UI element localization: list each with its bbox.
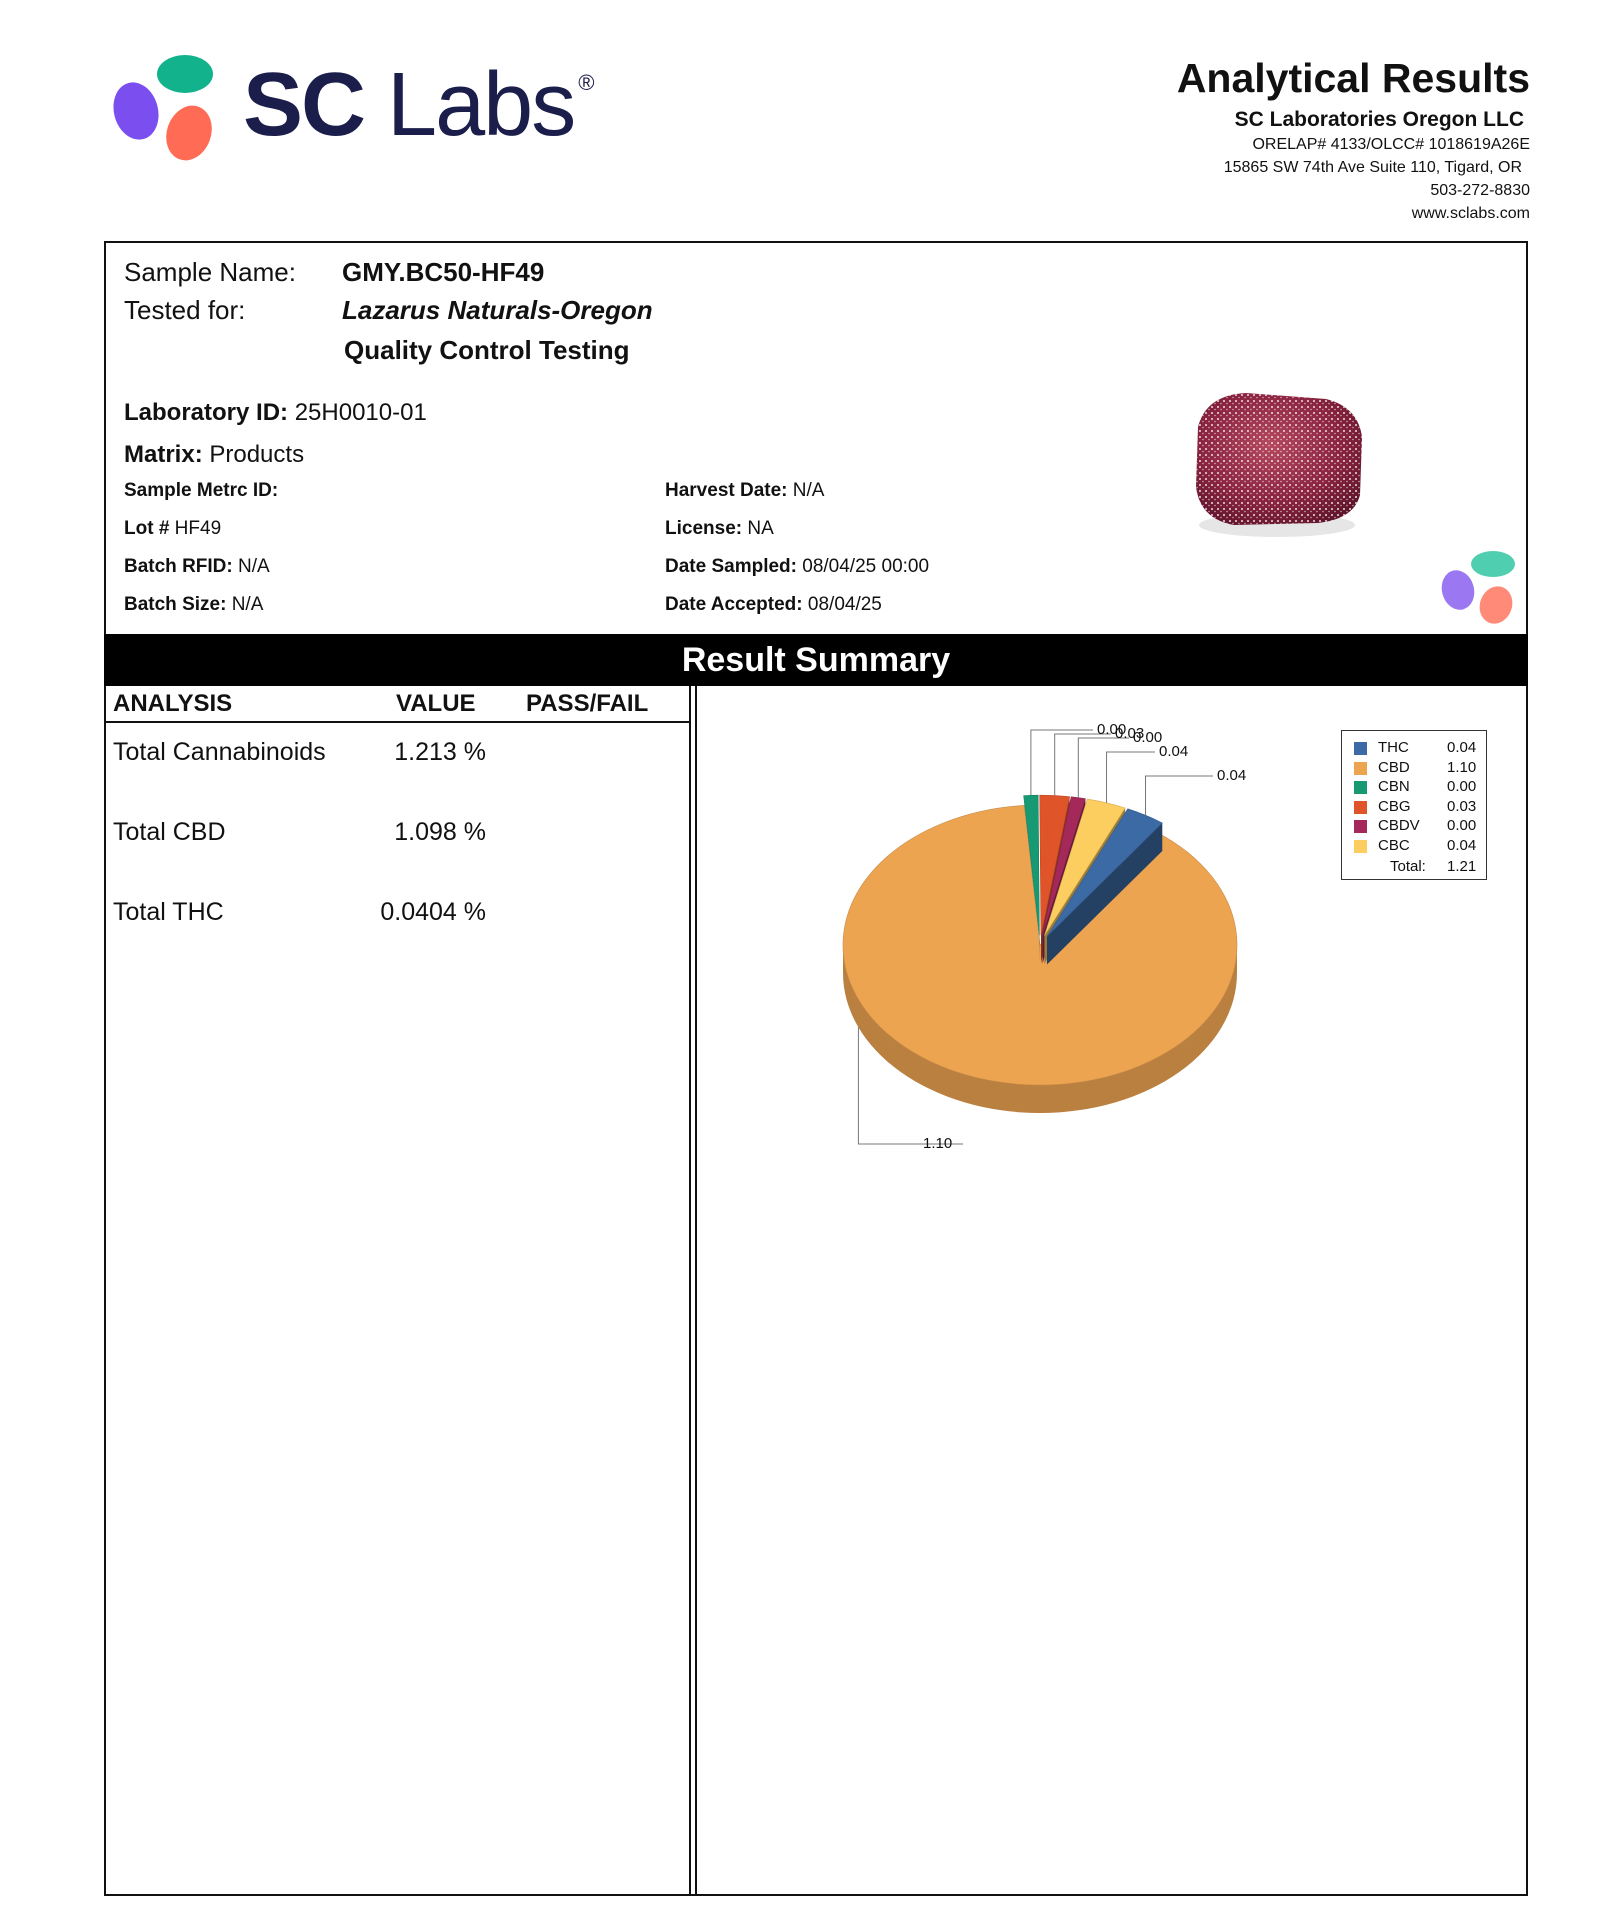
logo-small-coral-petal xyxy=(1474,582,1517,626)
pie-data-label-cbd: 1.10 xyxy=(923,1135,953,1152)
legend-swatch-cbg xyxy=(1354,801,1367,814)
harvest-value: N/A xyxy=(792,480,825,501)
lab-website: www.sclabs.com xyxy=(1411,205,1530,222)
lab-id-label: Laboratory ID: xyxy=(124,399,289,426)
lab-id-value: 25H0010-01 xyxy=(294,399,427,426)
legend-value-cbn: 0.00 xyxy=(1447,778,1477,795)
legend-swatch-cbdv xyxy=(1354,820,1367,833)
legend-label-cbn: CBN xyxy=(1378,778,1410,795)
pie-data-label-thc: 0.04 xyxy=(1217,767,1247,784)
logo-small-purple-petal xyxy=(1441,567,1479,614)
legend-label-cbdv: CBDV xyxy=(1378,817,1420,834)
sample-photo xyxy=(1186,387,1368,542)
table-header-rule xyxy=(104,721,691,723)
logo-labs: Labs xyxy=(387,55,575,155)
row-total-thc-name: Total THC xyxy=(113,898,224,926)
legend-swatch-cbc xyxy=(1354,840,1367,853)
harvest-row xyxy=(665,480,824,502)
lab-company-name: SC Laboratories Oregon LLC xyxy=(1234,108,1524,131)
logo-sc: SC xyxy=(243,55,365,155)
logo-small-teal-petal xyxy=(1471,551,1515,577)
sample-name-value: GMY.BC50-HF49 xyxy=(342,257,545,287)
legend-value-thc: 0.04 xyxy=(1447,739,1477,756)
matrix-value: Products xyxy=(209,441,305,468)
pie-data-label-cbg: 0.03 xyxy=(1115,725,1145,742)
row-total-cannabinoids-name: Total Cannabinoids xyxy=(113,738,326,766)
header-value: VALUE xyxy=(396,690,476,717)
legend-label-cbg: CBG xyxy=(1378,797,1411,815)
logo-coral-petal xyxy=(159,99,217,164)
lab-id-row xyxy=(124,399,427,427)
pie-label-layer xyxy=(697,690,1397,1170)
rfid-value: N/A xyxy=(238,556,270,577)
lot-label: Lot # xyxy=(124,518,170,539)
rfid-row xyxy=(124,556,270,578)
pie-data-label-cbdv: 0.00 xyxy=(1133,729,1163,746)
license-label: License: xyxy=(665,518,743,539)
batch-size-label: Batch Size: xyxy=(124,594,227,615)
logo-registered: ® xyxy=(578,70,593,95)
report-title: Analytical Results xyxy=(1176,55,1530,101)
lot-row xyxy=(124,518,221,540)
pie-data-label-cbn: 0.00 xyxy=(1097,721,1127,738)
rfid-label: Batch RFID: xyxy=(124,556,233,577)
batch-size-row xyxy=(124,594,263,616)
legend-label-thc: THC xyxy=(1378,739,1409,756)
legend-total-value: 1.21 xyxy=(1447,858,1477,875)
license-row xyxy=(665,518,774,540)
lab-license-line: ORELAP# 4133/OLCC# 1018619A26E xyxy=(1252,136,1530,153)
pie-data-label-cbc: 0.04 xyxy=(1159,743,1189,760)
result-summary-bar xyxy=(104,634,1528,686)
client-name: Lazarus Naturals-Oregon xyxy=(342,295,653,325)
sampled-value: 08/04/25 00:00 xyxy=(802,556,930,577)
legend-swatch-thc xyxy=(1354,742,1367,755)
legend-total-label: Total: xyxy=(1390,858,1426,875)
accepted-label: Date Accepted: xyxy=(665,594,803,615)
accepted-row xyxy=(665,594,882,616)
legend-swatch-cbn xyxy=(1354,781,1367,794)
testing-purpose: Quality Control Testing xyxy=(344,335,630,365)
lab-address: 15865 SW 74th Ave Suite 110, Tigard, OR xyxy=(1223,159,1522,176)
legend-label-cbd: CBD xyxy=(1378,758,1410,776)
row-total-cbd-name: Total CBD xyxy=(113,818,226,846)
logo-mark-small xyxy=(1441,550,1521,626)
logo-purple-petal xyxy=(112,77,165,144)
matrix-label: Matrix: xyxy=(124,441,203,468)
legend-value-cbd: 1.10 xyxy=(1447,758,1477,776)
license-value: NA xyxy=(747,518,774,539)
logo-mark xyxy=(112,54,217,164)
sample-name-label: Sample Name: xyxy=(124,257,296,287)
legend-label-cbc: CBC xyxy=(1378,836,1410,854)
sampled-row xyxy=(665,556,929,578)
legend-swatch-cbd xyxy=(1354,762,1367,775)
row-total-cannabinoids-value: 1.213 % xyxy=(394,738,486,766)
lot-value: HF49 xyxy=(174,518,222,539)
column-divider xyxy=(689,686,691,1896)
legend-value-cbc: 0.04 xyxy=(1447,836,1477,854)
harvest-label: Harvest Date: xyxy=(665,480,788,501)
logo-wordmark xyxy=(243,55,593,155)
metrc-row xyxy=(124,480,278,502)
legend-value-cbdv: 0.00 xyxy=(1447,817,1477,834)
legend-value-cbg: 0.03 xyxy=(1447,797,1477,815)
row-total-thc-value: 0.0404 % xyxy=(380,898,486,926)
metrc-label: Sample Metrc ID: xyxy=(124,480,279,501)
row-total-cbd-value: 1.098 % xyxy=(394,818,486,846)
matrix-row xyxy=(124,441,304,469)
logo-teal-petal xyxy=(157,55,213,93)
chart-legend xyxy=(1341,730,1487,880)
result-summary-title: Result Summary xyxy=(681,641,951,679)
header-passfail: PASS/FAIL xyxy=(526,690,649,717)
lab-phone: 503-272-8830 xyxy=(1430,182,1530,199)
tested-for-label: Tested for: xyxy=(124,295,246,325)
batch-size-value: N/A xyxy=(231,594,264,615)
accepted-value: 08/04/25 xyxy=(807,594,882,615)
sampled-label: Date Sampled: xyxy=(665,556,797,577)
header-analysis: ANALYSIS xyxy=(113,690,233,717)
